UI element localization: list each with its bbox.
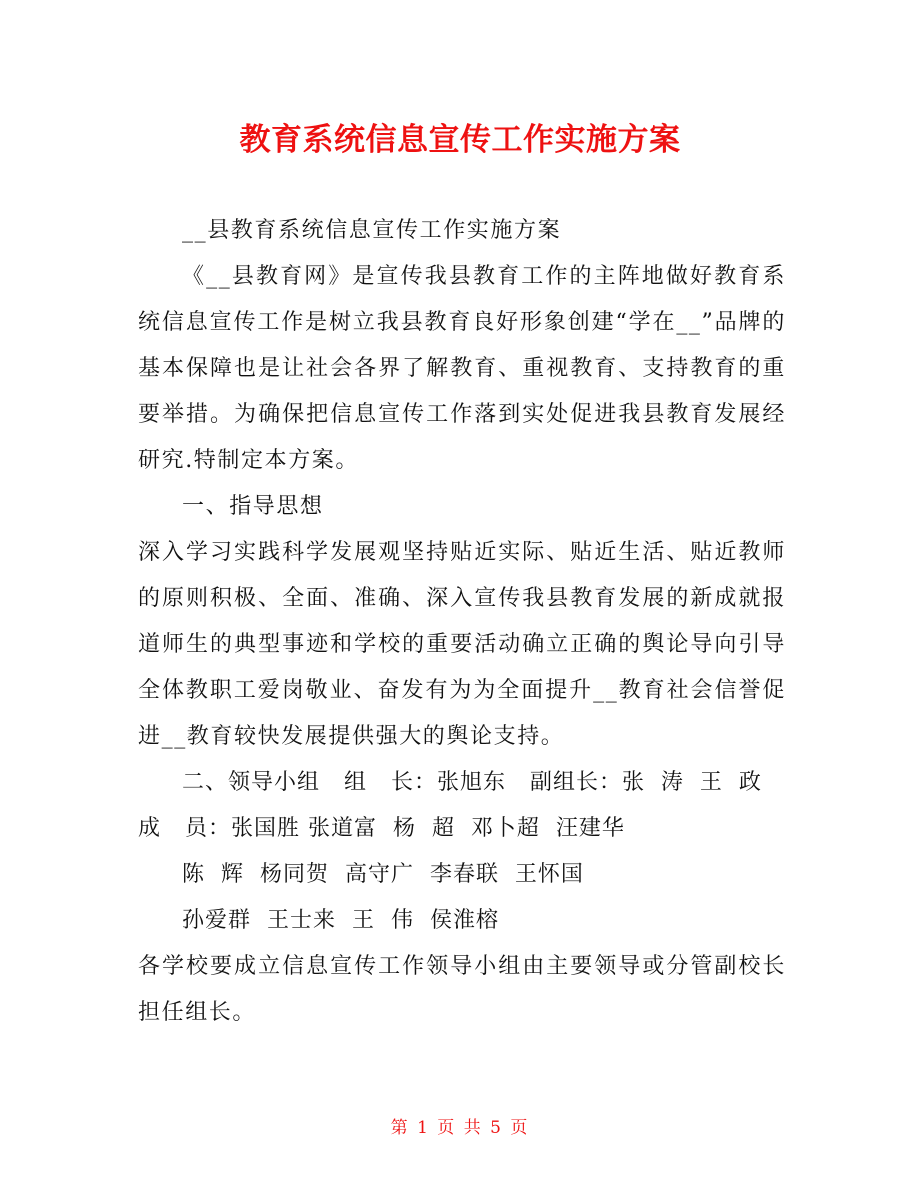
section-heading-guiding-ideology: 一、指导思想 [182, 494, 324, 519]
guiding-ideology-paragraph: 深入学习实践科学发展观坚持贴近实际、贴近生活、贴近教师的原则积极、全面、准确、深入宣传我县教育发展的新成就报道师生的典型事迹和学校的重要活动确立正确的舆论导向引导全体教职工爱岗敬业、奋发有为为全面提升__教育社会信誉促进__教育较快发展提供强大的舆论支持。 [138, 540, 786, 749]
members-line-3: 孙爱群 王士来 王 伟 侯淮榕 [182, 908, 499, 933]
members-line-2: 陈 辉 杨同贺 高守广 李春联 王怀国 [182, 862, 584, 887]
subtitle-paragraph: __县教育系统信息宣传工作实施方案 [182, 218, 562, 243]
intro-paragraph: 《__县教育网》是宣传我县教育工作的主阵地做好教育系统信息宣传工作是树立我县教育良好形象创建“学在__”品牌的基本保障也是让社会各界了解教育、重视教育、支持教育的重要举措。为确保把信息宣传工作落到实处促进我县教育发展经研究.特制定本方案。 [138, 264, 786, 473]
members-line-1: 成 员：张国胜 张道富 杨 超 邓卜超 汪建华 [138, 816, 625, 841]
document-title: 教育系统信息宣传工作实施方案 [239, 122, 681, 158]
school-group-paragraph: 各学校要成立信息宣传工作领导小组由主要领导或分管副校长担任组长。 [138, 954, 786, 1025]
page-number: 第 1 页 共 5 页 [390, 1118, 530, 1138]
document-body [138, 208, 786, 1036]
section-heading-leadership-group: 二、领导小组 组 长：张旭东 副组长：张 涛 王 政 [182, 770, 762, 795]
